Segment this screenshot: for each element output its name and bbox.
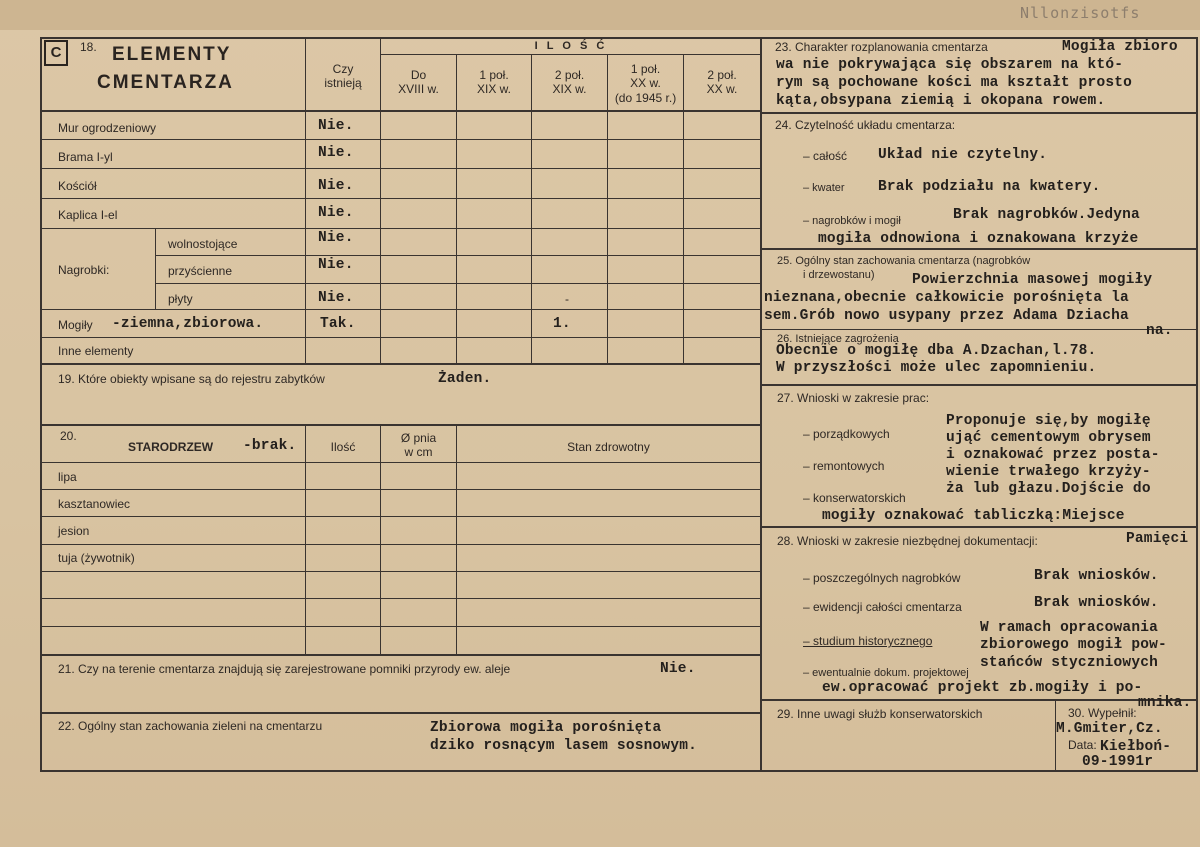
s27-line-6: mogiły oznakować tabliczką:Miejsce (822, 508, 1125, 524)
s30-data-label: Data: (1068, 738, 1097, 752)
s24-calosc-value: Układ nie czytelny. (878, 147, 1048, 163)
s22-value-1: Zbiorowa mogiła porośnięta (430, 720, 662, 736)
period-2-a: 1 poł. (479, 68, 509, 82)
s24-kwater-value: Brak podziału na kwatery. (878, 179, 1101, 195)
nagrobki-przysc-label: przyścienne (168, 264, 233, 278)
nagrobki-plyty-label: płyty (168, 292, 193, 306)
nagrobki-przysc-value: Nie. (318, 257, 354, 273)
s28-ewent-label: – ewentualnie dokum. projektowej (803, 667, 969, 679)
s27-line-1: Proponuje się,by mogiłę (946, 413, 1151, 429)
period-3-b: XIX w. (552, 82, 587, 96)
row-value-brama: Nie. (318, 145, 354, 161)
s27-line-5: ża lub głazu.Dojście do (946, 481, 1151, 497)
row-value-mur: Nie. (318, 118, 354, 134)
s28-line-5: mnika. (1138, 695, 1192, 711)
s27-line-3: i oznakować przez posta- (946, 447, 1160, 463)
s28-line-3: stańców styczniowych (980, 655, 1159, 671)
s19-value: Żaden. (438, 371, 492, 387)
s24-nagrobkow-value: Brak nagrobków.Jedyna (953, 207, 1140, 223)
s20-col-fi-2: w cm (404, 445, 433, 459)
s28-poszcz-value: Brak wniosków. (1034, 568, 1159, 584)
czy-istnieja-2: istnieją (324, 76, 362, 90)
s29-label: 29. Inne uwagi służb konserwatorskich (777, 707, 983, 721)
mogily-typed: -ziemna,zbiorowa. (112, 316, 264, 332)
period-1-a: Do (410, 68, 427, 82)
s28-line-2: zbiorowego mogił pow- (980, 637, 1167, 653)
s27-label: 27. Wnioski w zakresie prac: (777, 391, 930, 405)
s19-label: 19. Które obiekty wpisane są do rejestru zabytków (58, 372, 325, 386)
s28-poszcz-label: – poszczególnych nagrobków (803, 571, 961, 585)
row-value-kosciol: Nie. (318, 178, 354, 194)
mogily-value: Tak. (320, 316, 356, 332)
s22-label: 22. Ogólny stan zachowania zieleni na cmentarzu (58, 719, 323, 733)
s28-line-4: ew.opracować projekt zb.mogiły i po- (822, 680, 1143, 696)
row-label-mur: Mur ogrodzeniowy (58, 121, 157, 135)
s30-date-1: Kiełboń- (1100, 739, 1172, 755)
s24-calosc-label: – całość (803, 149, 848, 163)
row-label-kaplica: Kaplica I-el (58, 208, 118, 222)
period-1-b: XVIII w. (398, 82, 439, 96)
s24-nagrobkow-label: – nagrobków i mogił (803, 215, 901, 227)
period-5-b: XX w. (706, 82, 738, 96)
s23-line-4: kąta,obsypana ziemią i okopana rowem. (776, 93, 1106, 109)
s25-line-1: Powierzchnia masowej mogiły (912, 272, 1153, 288)
s23-line-1: Mogiła zbioro (1062, 39, 1178, 55)
s28-ewid-value: Brak wniosków. (1034, 595, 1159, 611)
s30-name: M.Gmiter,Cz. (1056, 721, 1163, 737)
period-5-a: 2 poł. (707, 68, 737, 82)
period-2-b: XIX w. (476, 82, 511, 96)
s25-label-1: 25. Ogólny stan zachowania cmentarza (nagrobków (777, 255, 1031, 267)
row-label-kosciol: Kościół (58, 179, 97, 193)
s23-label: 23. Charakter rozplanowania cmentarza (775, 40, 988, 54)
s28-label: 28. Wnioski w zakresie niezbędnej dokumentacji: (777, 534, 1038, 548)
s28-ewid-label: – ewidencji całości cmentarza (803, 600, 962, 614)
s24-kwater-label: – kwater (803, 182, 845, 194)
period-4-a: 1 poł. (630, 62, 661, 76)
nagrobki-label: Nagrobki: (58, 263, 110, 277)
s30-date-2: 09-1991r (1082, 754, 1154, 770)
s24-nagrobkow-value-2: mogiła odnowiona i oznakowana krzyże (818, 231, 1139, 247)
row-label-brama: Brama I-yl (58, 150, 113, 164)
s28-typed-top: Pamięci (1126, 531, 1189, 547)
s21-label: 21. Czy na terenie cmentarza znajdują się zarejestrowane pomniki przyrody ew. aleje (58, 662, 511, 676)
section-letter-box: C (44, 40, 68, 66)
frame-line (40, 37, 42, 772)
s23-line-2: wa nie pokrywająca się obszarem na któ- (776, 57, 1124, 73)
frame-line (760, 37, 762, 772)
s20-title: STARODRZEW (128, 440, 214, 454)
s28-line-1: W ramach opracowania (980, 620, 1159, 636)
s25-label-2: i drzewostanu) (803, 269, 875, 281)
s30-label: 30. Wypełnił: (1068, 706, 1137, 720)
nagrobki-plyty-dash: - (565, 292, 569, 306)
frame-line (760, 770, 1198, 772)
s21-value: Nie. (660, 661, 696, 677)
tree-jesion: jesion (58, 524, 90, 538)
inne-elementy-label: Inne elementy (58, 344, 134, 358)
stamp-text: Nllonzisotfs (1020, 4, 1141, 22)
s24-label: 24. Czytelność układu cmentarza: (775, 118, 956, 132)
ilosc-header: I L O Ś Ć (534, 40, 608, 52)
period-4-b: XX w. (630, 76, 661, 90)
s20-col-stan: Stan zdrowotny (567, 440, 650, 454)
nagrobki-wolno-value: Nie. (318, 230, 354, 246)
s26-line-2: W przyszłości może ulec zapomnieniu. (776, 360, 1097, 376)
frame-line (1196, 37, 1198, 772)
tree-kasztanowiec: kasztanowiec (58, 497, 131, 511)
nagrobki-wolno-label: wolnostojące (168, 237, 238, 251)
s18-number: 18. (80, 40, 97, 54)
mogily-label: Mogiły (58, 318, 93, 332)
s18-title-line2: CMENTARZA (97, 72, 234, 93)
s20-col-fi-1: Ø pnia (400, 431, 437, 445)
s20-number: 20. (60, 429, 77, 443)
period-4-c: (do 1945 r.) (614, 91, 677, 105)
tree-tuja: tuja (żywotnik) (58, 551, 135, 565)
s25-line-4: na. (1146, 323, 1173, 339)
tree-lipa: lipa (58, 470, 77, 484)
s26-line-1: Obecnie o mogiłę dba A.Dzachan,l.78. (776, 343, 1097, 359)
czy-istnieja-1: Czy (332, 62, 354, 76)
s27-porz: – porządkowych (803, 427, 890, 441)
frame-line (40, 770, 762, 772)
s18-title-line1: ELEMENTY (112, 44, 232, 65)
s26-label: 26. Istniejące zagrożenia (777, 333, 899, 345)
s28-studium-label: – studium historycznego (803, 634, 933, 648)
period-3-a: 2 poł. (554, 68, 585, 82)
nagrobki-plyty-value: Nie. (318, 290, 354, 306)
s25-line-2: nieznana,obecnie całkowicie porośnięta la (764, 290, 1129, 306)
s20-col-ilosc: Ilość (330, 440, 356, 454)
s23-line-3: rym są pochowane kości ma kształt prosto (776, 75, 1133, 91)
s27-konserw: – konserwatorskich (803, 491, 906, 505)
mogily-count: 1. (553, 316, 571, 332)
s27-line-4: wienie trwałego krzyży- (946, 464, 1151, 480)
s22-value-2: dziko rosnącym lasem sosnowym. (430, 738, 698, 754)
s25-line-3: sem.Grób nowo usypany przez Adama Dziacha (764, 308, 1129, 324)
s27-line-2: ująć cementowym obrysem (946, 430, 1151, 446)
row-value-kaplica: Nie. (318, 205, 354, 221)
s27-remont: – remontowych (803, 459, 885, 473)
s20-typed: -brak. (243, 438, 297, 454)
